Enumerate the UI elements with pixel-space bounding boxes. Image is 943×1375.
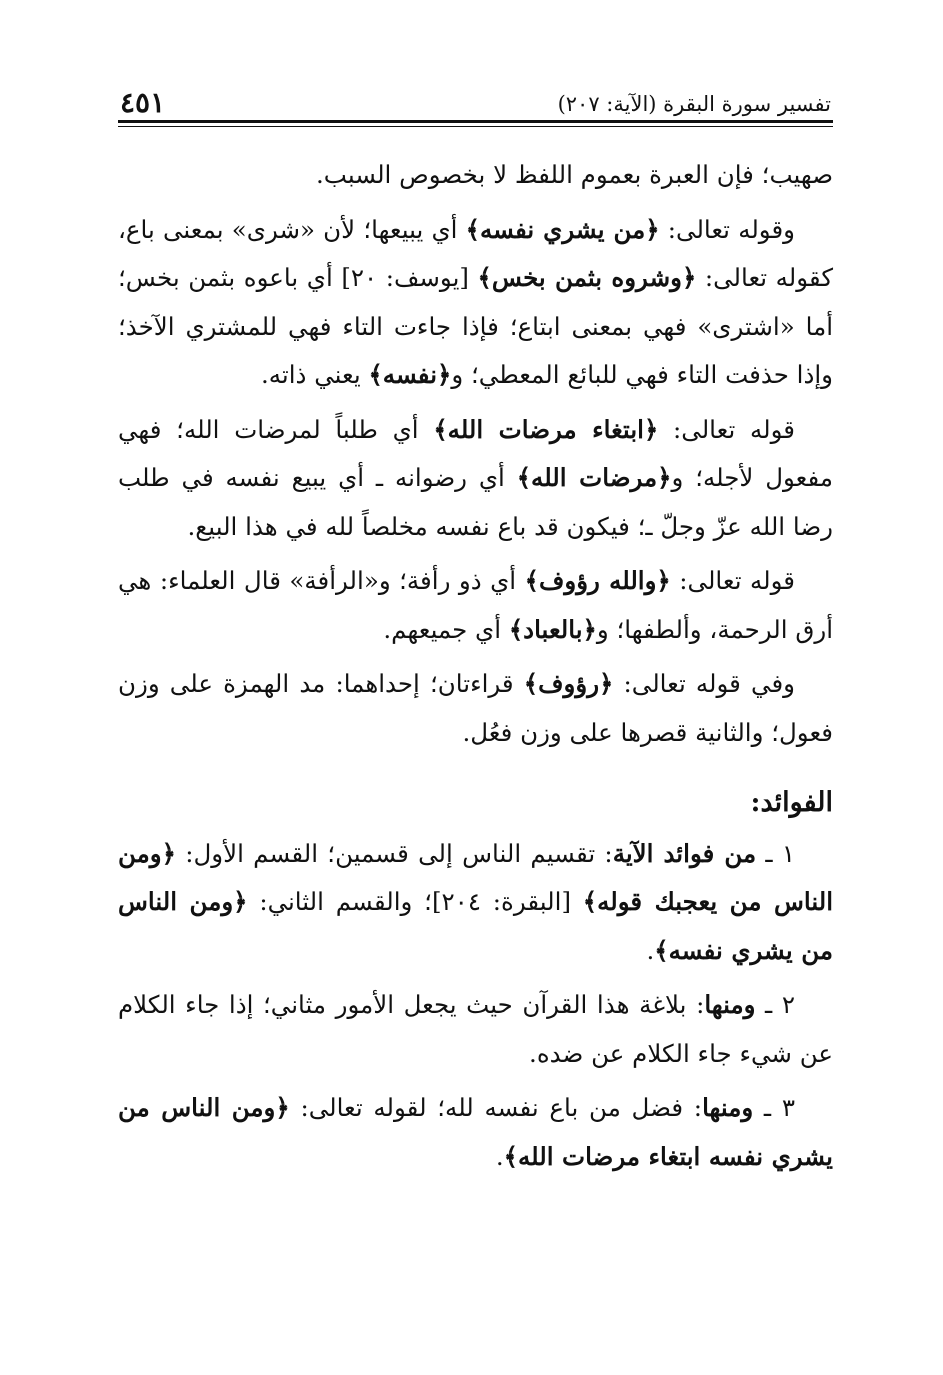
quran-quote: ﴿ومن الناس من يشري نفسه﴾ [118,887,833,965]
page-number: ٤٥١ [120,86,166,119]
benefit-3 [118,1084,833,1181]
text-run: [البقرة: ٢٠٤]؛ والقسم الثاني: [247,887,583,916]
text-run: أي يبيعها؛ لأن «شرى» بمعنى باع، كقوله تعالى: [118,214,833,292]
text-run: قراءتان؛ إحداهما: مد الهمزة على وزن فعول؛ والثانية قصرها على وزن فعُل. [118,669,833,747]
text-run: قوله تعالى: [670,566,795,595]
paragraph-4 [118,557,833,654]
benefit-2 [118,981,833,1078]
header-rule-thick [118,120,833,123]
text-run: : فضل من باع نفسه لله؛ لقوله تعالى: [289,1093,703,1122]
text-run: أي رضوانه ـ أي يبيع نفسه في طلب رضا الله عزّ وجلّ ـ؛ فيكون قد باع نفسه مخلصاً لله في هذا البيع. [118,463,833,541]
quran-quote: ﴿ومن الناس من يشري نفسه ابتغاء مرضات الله﴾ [118,1093,833,1171]
quran-quote: ﴿ابتغاء مرضات الله﴾ [433,414,659,444]
text-run: : بلاغة هذا القرآن حيث يجعل الأمور مثاني؛ إذا جاء الكلام عن شيء جاء الكلام عن ضده. [118,990,833,1068]
text-run: . [495,1141,504,1171]
quran-quote: ﴿بالعباد﴾ [508,614,597,644]
paragraph-5 [118,660,833,757]
benefit-lead: ومنها [704,990,756,1019]
text-run: . [646,935,655,965]
text-run: وفي قوله تعالى: [613,669,795,698]
benefit-1 [118,830,833,976]
text-run: أي جميعهم. [383,614,509,644]
text-run: [يوسف: ٢٠] أي باعوه بثمن بخس؛ أما «اشترى» فهي بمعنى ابتاع؛ فإذا جاءت التاء فهي للمشتري الآخذ؛ وإذا حذفت التاء فهي للبائع المعطي؛ و [118,263,833,389]
header-rule-thin [118,126,833,127]
book-page [118,80,833,1187]
text-run: : تقسيم الناس إلى قسمين؛ القسم الأول: [175,838,613,868]
running-header [118,80,833,120]
text-run: قوله تعالى: [658,414,795,444]
quran-quote: ﴿من يشري نفسه﴾ [465,214,660,244]
paragraph-1: صهيب؛ فإن العبرة بعموم اللفظ لا بخصوص السبب. [315,160,833,189]
quran-quote: ﴿مرضات الله﴾ [516,463,672,492]
header-title: تفسير سورة البقرة (الآية: ٢٠٧) [557,92,831,116]
quran-quote: ﴿ومن الناس من يعجبك قوله﴾ [118,838,833,916]
benefit-number: ٢ ـ [755,990,795,1019]
benefit-number: ٣ ـ [753,1093,795,1122]
paragraph-2 [118,206,833,400]
text-run: يعني ذاته. [260,360,369,389]
section-title-benefits: الفوائد: [750,787,833,818]
quran-quote: ﴿نفسه﴾ [368,360,452,389]
text-run: أي طلباً لمرضات الله؛ فهي مفعول لأجله؛ و [118,414,834,492]
benefit-lead: من فوائد الآية [612,838,757,868]
text-run: وقوله تعالى: [659,214,795,244]
quran-quote: ﴿والله رؤوف﴾ [524,566,671,595]
text-run: أي ذو رأفة؛ و«الرأفة» قال العلماء: هي أرق الرحمة، وألطفها؛ و [118,566,833,644]
benefit-lead: ومنها [702,1093,754,1122]
quran-quote: ﴿رؤوف﴾ [523,669,614,698]
quran-quote: ﴿وشروه بثمن بخس﴾ [477,263,697,292]
page-body [118,151,833,1181]
paragraph-3 [118,406,833,552]
benefit-number: ١ ـ [756,838,796,868]
